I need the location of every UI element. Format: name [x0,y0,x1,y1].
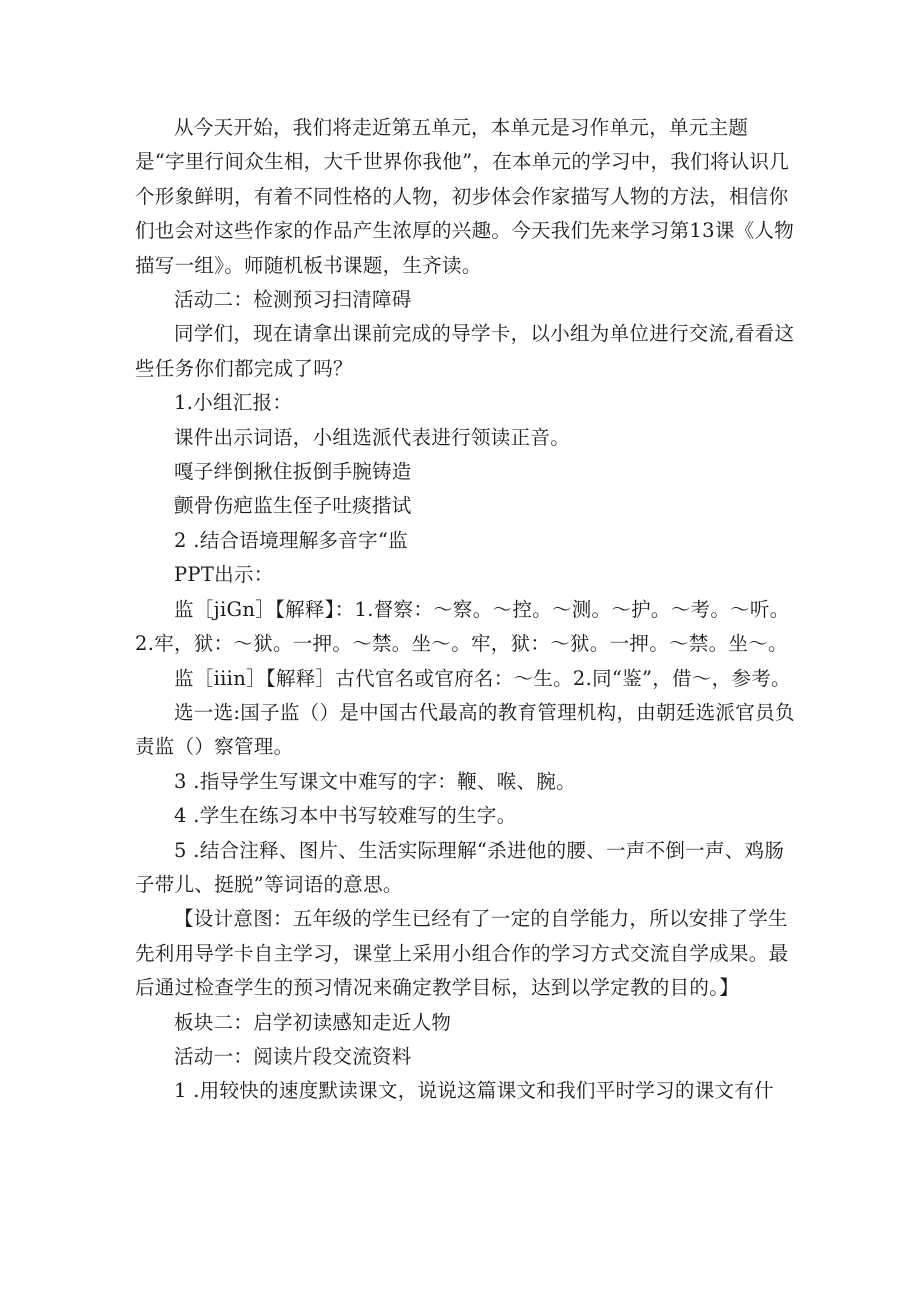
list-item-5: 5 .结合注释、图片、生活实际理解“杀进他的腰、一声不倒一声、鸡肠子带儿、挺脱”等词语的意思。 [135,838,785,896]
vocabulary-line-1: 嘎子绊倒揪住扳倒手腕铸造 [174,460,412,484]
paragraph-courseware: 课件出示词语，小组选派代表进行领读正音。 [174,425,571,449]
list-item-3: 3 .指导学生写课文中难写的字：鞭、喉、腕。 [174,769,576,793]
activity-one-heading: 活动一：阅读片段交流资料 [174,1044,412,1068]
paragraph-instructions: 同学们，现在请拿出课前完成的导学卡，以小组为单位进行交流,看看这些任务你们都完成了吗？ [135,322,795,380]
document-body [135,111,795,1109]
activity-heading: 活动二：检测预习扫清障碍 [174,288,412,312]
definition-jian-2: 监［iiin］【解释］古代官名或官府名：～生。2.同“鉴”，借～，参考。 [174,666,791,690]
ppt-label: PPT出示： [174,563,274,587]
section-heading: 板块二：启学初读感知走近人物 [174,1010,452,1034]
design-intent: 【设计意图：五年级的学生已经有了一定的自学能力，所以安排了学生先利用导学卡自主学习，课堂上采用小组合作的学习方式交流自学成果。最后通过检查学生的预习情况来确定教学目标，达到以学定教的目的。】 [135,907,789,1000]
list-item-4: 4 .学生在练习本中书写较难写的生字。 [174,804,517,828]
paragraph-intro: 从今天开始，我们将走近第五单元，本单元是习作单元，单元主题是“字里行间众生相，大千世界你我他”，在本单元的学习中，我们将认识几个形象鲜明，有着不同性格的人物，初步体会作家描写人物的方法，相信你们也会对这些作家的作品产生浓厚的兴趣。今天我们先来学习第13课《人物描写一组》。师随机板书课题，生齐读。 [135,116,795,277]
list-item-1-reading: 1 .用较快的速度默读课文，说说这篇课文和我们平时学习的课文有什 [174,1079,774,1103]
list-item-2: 2 .结合语境理解多音字“监 [174,528,408,552]
exercise-choose: 选一选:国子监（）是中国古代最高的教育管理机构，由朝廷选派官员负责监（）察管理。 [135,700,795,759]
vocabulary-line-2: 颤骨伤疤监生侄子吐痰揩试 [174,494,412,518]
list-item-1: 1.小组汇报： [174,391,293,415]
definition-jian-1: 监［jiGn］【解释】：1.督察：～察。～控。～测。～护。～考。～听。2.牢，狱：～狱。一押。～禁。坐～。牢，狱：～狱。一押。～禁。坐～。 [135,597,790,656]
